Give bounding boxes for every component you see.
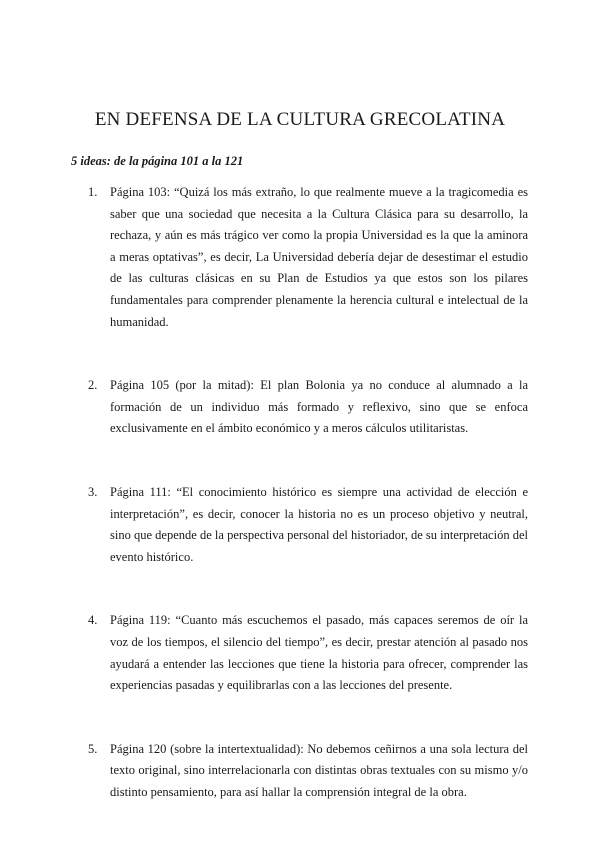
- list-item-text: Página 103: “Quizá los más extraño, lo que realmente mueve a la tragicomedia es saber que una sociedad que necesita a la Cultura Clásica para su desarrollo, la rechaza, y aún es más trágico ver como la propia Universidad es la que la aminora a meras optativas”, es decir, La Universidad debería dejar de desestimar el estudio de las culturas clásicas en su Plan de Estudios ya que estos son los pilares fundamentales para comprender plenamente la herencia cultural e intelectual de la humanidad.: [110, 185, 528, 329]
- list-item-number: 2.: [88, 378, 98, 393]
- list-item-text: Página 111: “El conocimiento histórico es siempre una actividad de elección e interpretación”, es decir, conocer la historia no es un proceso objetivo y neutral, sino que depende de la perspectiva personal del historiador, de su interpretación del evento histórico.: [110, 484, 528, 564]
- list-item: [88, 739, 528, 804]
- list-item: [88, 610, 528, 696]
- list-item-text: Página 119: “Cuanto más escuchemos el pasado, más capaces seremos de oír la voz de los tiempos, el silencio del tiempo”, es decir, prestar atención al pasado nos ayudará a entender las lecciones que tiene la historia para ofrecer, comprender las experiencias pasadas y equilibrarlas con a las lecciones del presente.: [110, 613, 528, 693]
- list-item-text: Página 105 (por la mitad): El plan Bolonia ya no conduce al alumnado a la formación de un individuo más formado y reflexivo, sino que se enfoca exclusivamente en el ámbito económico y a meros cálculos utilitaristas.: [110, 378, 528, 436]
- list-item: [88, 375, 528, 440]
- list-item: [88, 482, 528, 568]
- list-item-number: 1.: [88, 185, 98, 199]
- list-item-number: 3.: [88, 484, 98, 499]
- list-item-text: Página 120 (sobre la intertextualidad): No debemos ceñirnos a una sola lectura del texto original, sino interrelacionarla con distintas obras textuales con su mismo y/o distinto pensamiento, para así hallar la comprensión integral de la obra.: [110, 741, 528, 799]
- ideas-list: [88, 182, 528, 803]
- page-title: EN DEFENSA DE LA CULTURA GRECOLATINA: [94, 109, 506, 130]
- list-item-number: 5.: [88, 741, 98, 756]
- page-subtitle: 5 ideas: de la página 101 a la 121: [71, 154, 244, 168]
- list-item-number: 4.: [88, 613, 98, 628]
- list-item: [88, 182, 528, 333]
